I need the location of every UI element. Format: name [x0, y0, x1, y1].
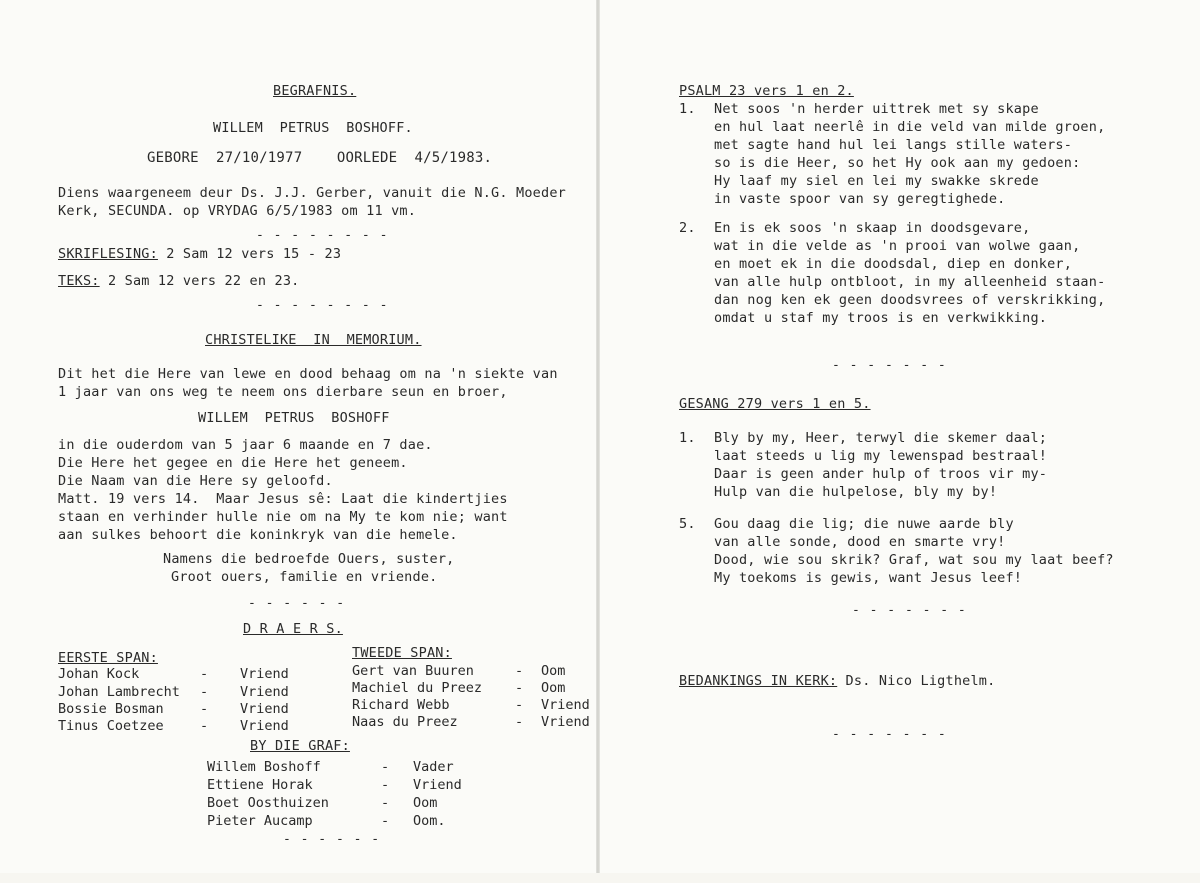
memoriam-body-line: in die ouderdom van 5 jaar 6 maande en 7 dae.	[58, 437, 433, 453]
bearer-row	[352, 680, 596, 698]
thanks-line	[679, 673, 995, 691]
separator: - - - - - - -	[832, 727, 947, 742]
bearer-name: Naas du Preez	[352, 714, 458, 730]
bearer-dash: -	[200, 718, 209, 734]
bearer-role: Oom	[541, 680, 566, 696]
grave-name: Willem Boshoff	[207, 759, 321, 775]
grave-name: Pieter Aucamp	[207, 813, 313, 829]
bearer-dash: -	[200, 666, 209, 682]
memoriam-line-2: 1 jaar van ons weg te neem ons dierbare seun en broer,	[58, 384, 508, 400]
bearer-row	[58, 666, 348, 684]
bearer-role: Vriend	[541, 697, 590, 713]
bearer-dash: -	[200, 684, 209, 700]
scripture-reading-value: 2 Sam 12 vers 15 - 23	[157, 246, 342, 262]
bearer-row	[58, 701, 348, 719]
bearer-row	[58, 684, 348, 702]
page-fold	[596, 0, 600, 873]
bearer-name: Johan Kock	[58, 666, 140, 682]
separator: - - - - - - - -	[256, 298, 389, 313]
hymn-line: Daar is geen ander hulp of troos vir my-	[714, 466, 1048, 482]
bearer-role: Vriend	[240, 718, 289, 734]
memoriam-title: CHRISTELIKE IN MEMORIUM.	[205, 332, 422, 348]
closing-line-2: Groot ouers, familie en vriende.	[171, 569, 438, 585]
psalm-line: en hul laat neerlê in die veld van milde groen,	[714, 119, 1106, 135]
bearer-name: Gert van Buuren	[352, 663, 474, 679]
bearer-role: Oom	[541, 663, 566, 679]
bearer-dash: -	[200, 701, 209, 717]
grave-row	[207, 795, 467, 813]
psalm-line: Hy laaf my siel en lei my swakke skrede	[714, 173, 1039, 189]
hymn-title: GESANG 279 vers 1 en 5.	[679, 396, 871, 412]
memoriam-name: WILLEM PETRUS BOSHOFF	[198, 410, 390, 426]
grave-role: Vriend	[413, 777, 462, 793]
grave-role: Oom.	[413, 813, 446, 829]
verse-number: 5.	[679, 516, 696, 532]
second-span-title: TWEEDE SPAN:	[352, 645, 452, 661]
bearer-role: Vriend	[240, 666, 289, 682]
scripture-reading	[58, 246, 341, 264]
psalm-line: en moet ek in die doodsdal, diep en donker,	[714, 256, 1073, 272]
psalm-line: En is ek soos 'n skaap in doodsgevare,	[714, 220, 1031, 236]
grave-title: BY DIE GRAF:	[250, 738, 350, 754]
deceased-name: WILLEM PETRUS BOSHOFF.	[213, 120, 413, 136]
bearers-title: D R A E R S.	[243, 621, 343, 637]
grave-role: Oom	[413, 795, 438, 811]
grave-row	[207, 777, 467, 795]
hymn-line: Hulp van die hulpelose, bly my by!	[714, 484, 998, 500]
service-line-2: Kerk, SECUNDA. op VRYDAG 6/5/1983 om 11 vm.	[58, 203, 417, 219]
bearer-dash: -	[515, 714, 524, 730]
bearer-row	[352, 697, 596, 715]
grave-row	[207, 759, 467, 777]
verse-number: 2.	[679, 220, 696, 236]
separator: - - - - - - - -	[256, 228, 389, 243]
hymn-line: laat steeds u lig my lewenspad bestraal!	[714, 448, 1048, 464]
psalm-line: in vaste spoor van sy geregtighede.	[714, 191, 1006, 207]
sermon-text-label: TEKS:	[58, 273, 100, 289]
separator: - - - - - -	[248, 596, 346, 611]
verse-number: 1.	[679, 430, 696, 446]
psalm-line: met sagte hand hul lei langs stille waters-	[714, 137, 1073, 153]
sermon-text-value: 2 Sam 12 vers 22 en 23.	[99, 273, 300, 289]
bearer-name: Richard Webb	[352, 697, 450, 713]
memoriam-body-line: Die Here het gegee en die Here het geneem.	[58, 455, 408, 471]
psalm-title: PSALM 23 vers 1 en 2.	[679, 83, 854, 99]
grave-dash: -	[381, 777, 390, 793]
psalm-line: van alle hulp ontbloot, in my alleenheid staan-	[714, 274, 1106, 290]
psalm-line: so is die Heer, so het Hy ook aan my gedoen:	[714, 155, 1081, 171]
closing-line-1: Namens die bedroefde Ouers, suster,	[163, 551, 455, 567]
bearer-name: Johan Lambrecht	[58, 684, 180, 700]
bearer-role: Vriend	[240, 684, 289, 700]
memoriam-line-1: Dit het die Here van lewe en dood behaag om na 'n siekte van	[58, 366, 558, 382]
bearer-name: Bossie Bosman	[58, 701, 164, 717]
birth-death-dates: GEBORE 27/10/1977 OORLEDE 4/5/1983.	[147, 150, 493, 166]
grave-role: Vader	[413, 759, 454, 775]
psalm-line: omdat u staf my troos is en verkwikking.	[714, 310, 1048, 326]
hymn-line: Gou daag die lig; die nuwe aarde bly	[714, 516, 1014, 532]
service-line-1: Diens waargeneem deur Ds. J.J. Gerber, vanuit die N.G. Moeder	[58, 185, 566, 201]
bearer-role: Vriend	[541, 714, 590, 730]
bearer-row	[352, 663, 596, 681]
hymn-line: Dood, wie sou skrik? Graf, wat sou my laat beef?	[714, 552, 1114, 568]
bearer-dash: -	[515, 697, 524, 713]
psalm-line: wat in die velde as 'n prooi van wolwe gaan,	[714, 238, 1081, 254]
bearer-dash: -	[515, 663, 524, 679]
bearer-row	[352, 714, 596, 732]
bearer-row	[58, 718, 348, 736]
funeral-title: BEGRAFNIS.	[273, 83, 357, 99]
grave-row	[207, 813, 467, 831]
first-span-title: EERSTE SPAN:	[58, 650, 158, 666]
memoriam-body-line: aan sulkes behoort die koninkryk van die hemele.	[58, 527, 458, 543]
bearer-role: Vriend	[240, 701, 289, 717]
thanks-label: BEDANKINGS IN KERK:	[679, 673, 838, 689]
grave-dash: -	[381, 813, 390, 829]
hymn-line: Bly by my, Heer, terwyl die skemer daal;	[714, 430, 1048, 446]
grave-dash: -	[381, 795, 390, 811]
psalm-line: Net soos 'n herder uittrek met sy skape	[714, 101, 1039, 117]
memoriam-body-line: staan en verhinder hulle nie om na My te kom nie; want	[58, 509, 508, 525]
psalm-line: dan nog ken ek geen doodsvrees of verskrikking,	[714, 292, 1106, 308]
separator: - - - - - -	[283, 832, 381, 847]
bearer-dash: -	[515, 680, 524, 696]
scripture-reading-label: SKRIFLESING:	[58, 246, 158, 262]
memoriam-body-line: Matt. 19 vers 14. Maar Jesus sê: Laat die kindertjies	[58, 491, 508, 507]
separator: - - - - - - -	[832, 358, 947, 373]
bearer-name: Tinus Coetzee	[58, 718, 164, 734]
verse-number: 1.	[679, 101, 696, 117]
memoriam-body-line: Die Naam van die Here sy geloofd.	[58, 473, 333, 489]
sermon-text	[58, 273, 300, 291]
grave-name: Boet Oosthuizen	[207, 795, 329, 811]
separator: - - - - - - -	[852, 603, 967, 618]
hymn-line: My toekoms is gewis, want Jesus leef!	[714, 570, 1023, 586]
grave-name: Ettiene Horak	[207, 777, 313, 793]
hymn-line: van alle sonde, dood en smarte vry!	[714, 534, 1006, 550]
grave-dash: -	[381, 759, 390, 775]
bearer-name: Machiel du Preez	[352, 680, 483, 696]
thanks-value: Ds. Nico Ligthelm.	[837, 673, 996, 689]
